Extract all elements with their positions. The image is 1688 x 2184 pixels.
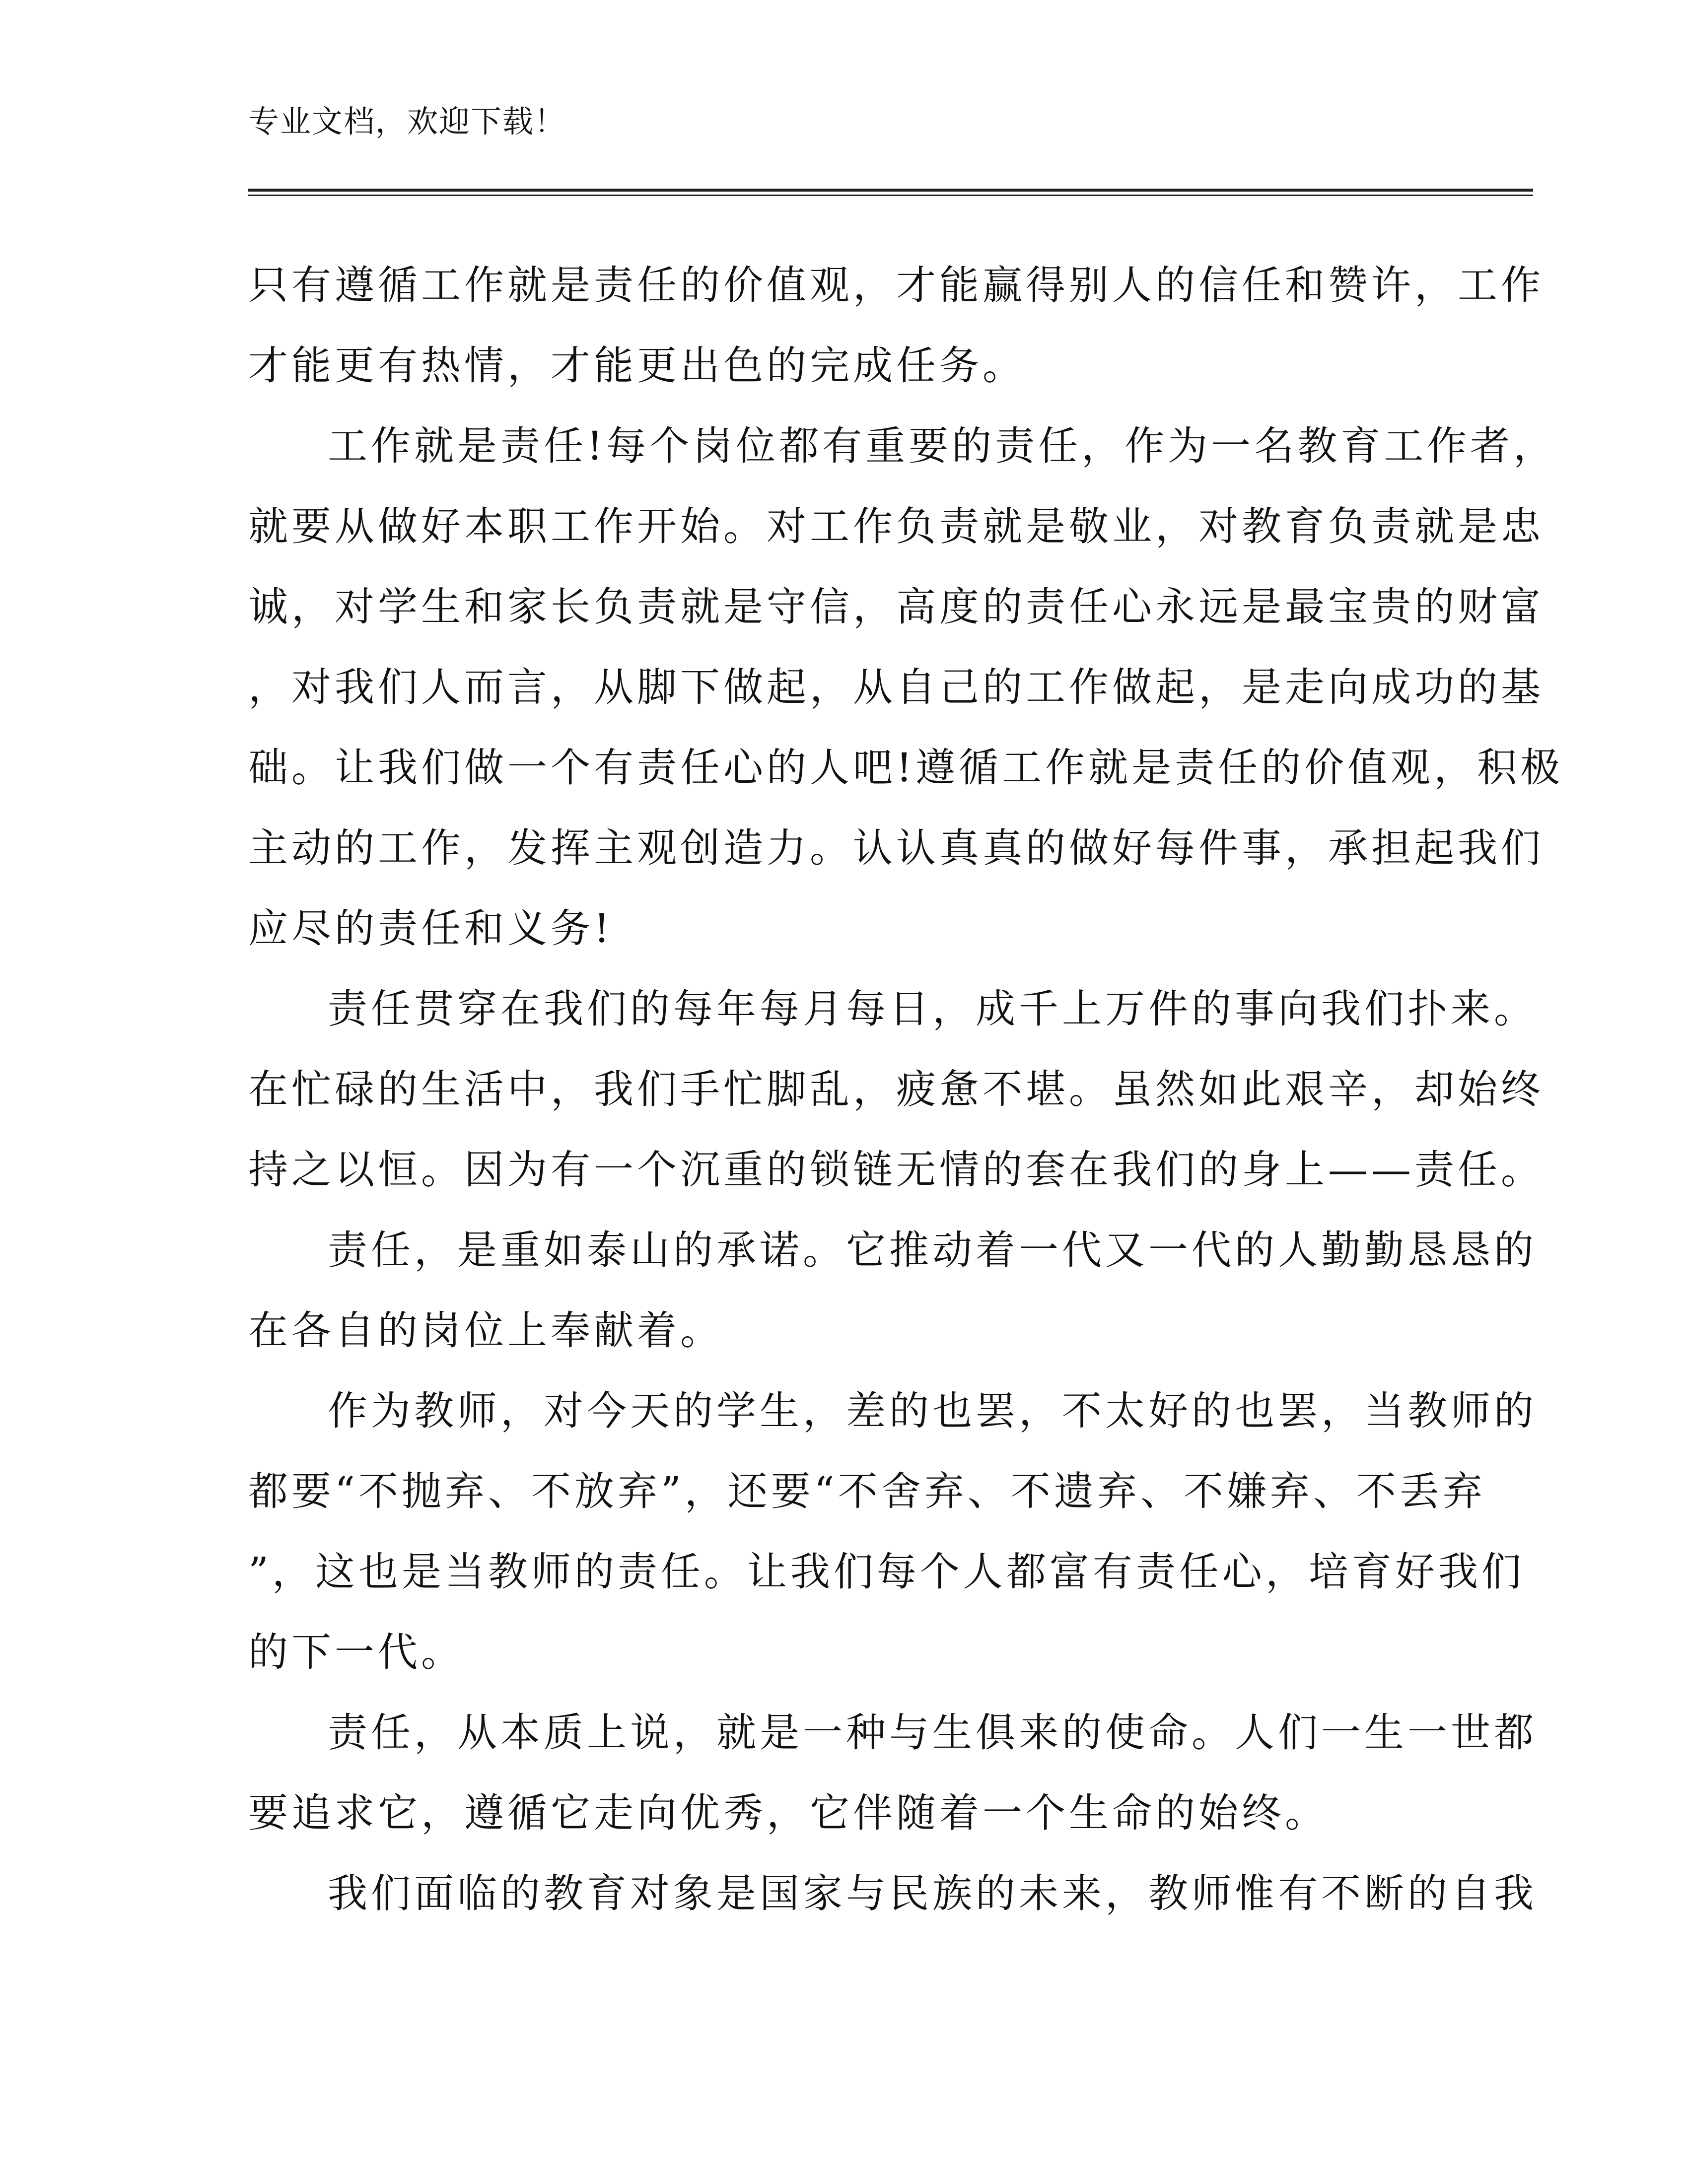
text-line: 应尽的责任和义务! — [248, 905, 614, 952]
text-line: 在忙碌的生活中，我们手忙脚乱，疲惫不堪。虽然如此艰辛，却始终 — [248, 1066, 1544, 1112]
text-line: 诚，对学生和家长负责就是守信，高度的责任心永远是最宝贵的财富 — [248, 584, 1544, 630]
text-line: 的下一代。 — [248, 1629, 464, 1675]
text-line: 持之以恒。因为有一个沉重的锁链无情的套在我们的身上——责任。 — [248, 1147, 1544, 1193]
text-line: 才能更有热情，才能更出色的完成任务。 — [248, 342, 1026, 389]
text-line: ，对我们人而言，从脚下做起，从自己的工作做起，是走向成功的基 — [248, 664, 1544, 710]
text-line: 在各自的岗位上奉献着。 — [248, 1307, 723, 1354]
text-line: 就要从做好本职工作开始。对工作负责就是敬业，对教育负责就是忠 — [248, 503, 1544, 549]
text-line: 责任，是重如泰山的承诺。它推动着一代又一代的人勤勤恳恳的 — [328, 1227, 1537, 1273]
text-line: 工作就是责任!每个岗位都有重要的责任，作为一名教育工作者， — [328, 423, 1557, 469]
text-line: 础。让我们做一个有责任心的人吧!遵循工作就是责任的价值观，积极 — [248, 745, 1564, 791]
text-line: 责任，从本质上说，就是一种与生俱来的使命。人们一生一世都 — [328, 1709, 1537, 1756]
text-line: 我们面临的教育对象是国家与民族的未来，教师惟有不断的自我 — [328, 1870, 1537, 1916]
text-line: 主动的工作，发挥主观创造力。认认真真的做好每件事，承担起我们 — [248, 825, 1544, 871]
text-line: ”，这也是当教师的责任。让我们每个人都富有责任心，培育好我们 — [248, 1549, 1525, 1595]
header-rule-thin — [248, 195, 1533, 196]
text-line: 只有遵循工作就是责任的价值观，才能赢得别人的信任和赞许，工作 — [248, 262, 1544, 308]
text-line: 责任贯穿在我们的每年每月每日，成千上万件的事向我们扑来。 — [328, 986, 1537, 1032]
text-line: 要追求它，遵循它走向优秀，它伴随着一个生命的始终。 — [248, 1790, 1328, 1836]
header-rule-thick — [248, 189, 1533, 192]
text-line: 都要“不抛弃、不放弃”，还要“不舍弃、不遗弃、不嫌弃、不丢弃 — [248, 1468, 1486, 1514]
header-text: 专业文档，欢迎下载！ — [248, 103, 566, 139]
text-line: 作为教师，对今天的学生，差的也罢，不太好的也罢，当教师的 — [328, 1388, 1537, 1434]
